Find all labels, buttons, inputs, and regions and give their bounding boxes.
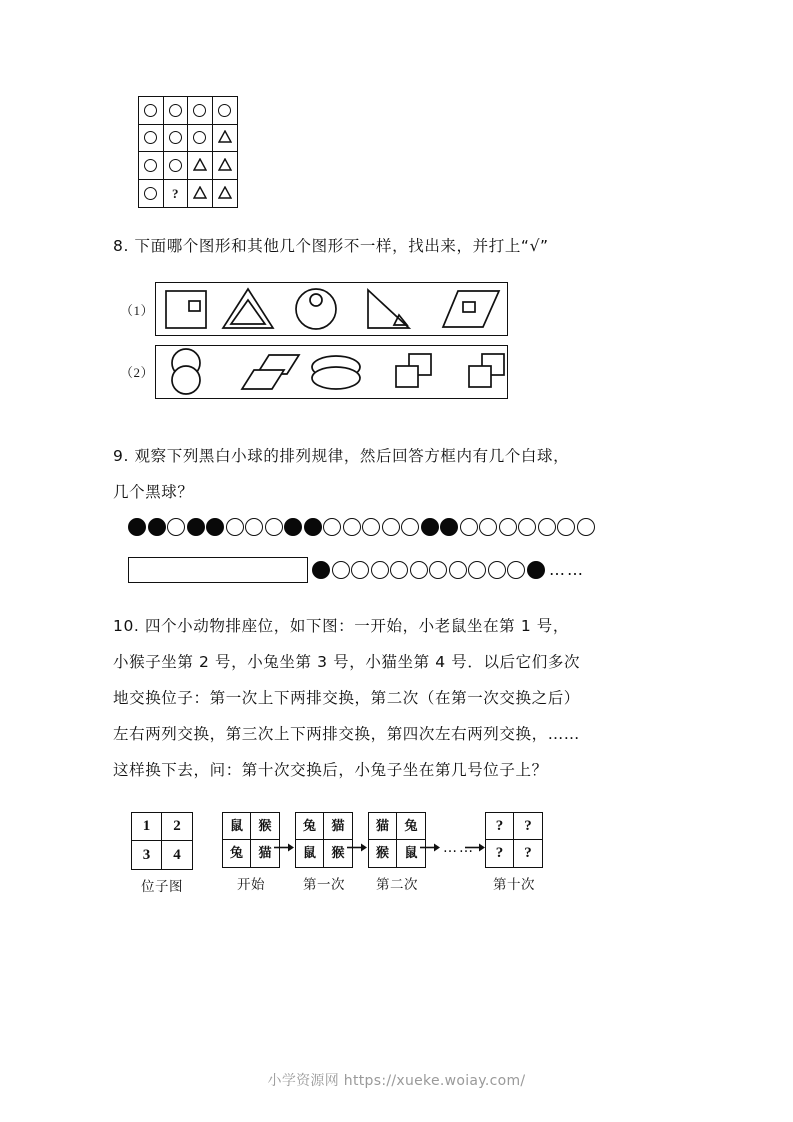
q9-row1-white-ball: [343, 518, 361, 536]
q8-number: 8.: [113, 237, 129, 255]
arrow-right-icon-4: [465, 843, 485, 852]
q7-cell-r2-c2: [164, 125, 189, 153]
q8-row1-label: （1）: [120, 303, 155, 318]
q7-cell-r3-c3: [188, 152, 213, 180]
q7-cell-r1-c1: [139, 97, 164, 125]
arrow-right-icon-3: [420, 843, 440, 852]
seat-cell-4: 4: [173, 846, 181, 863]
q9-row1-white-ball: [401, 518, 419, 536]
q10-question-line1: [113, 608, 569, 644]
q7-cell-r2-c4: [213, 125, 238, 153]
seat-cell-4: 鼠: [404, 846, 418, 861]
q9-row1-white-ball: [479, 518, 497, 536]
seat-cell-2: 猫: [324, 813, 352, 840]
q9-row2-black-ball: [527, 561, 545, 579]
q9-number: 9.: [113, 447, 129, 465]
seat-cell-3: 鼠: [296, 840, 324, 867]
seat-grid: [485, 812, 543, 868]
q7-unknown-mark: ?: [172, 185, 179, 201]
q9-question-line2: 几个黑球？: [113, 483, 194, 501]
q9-row1-white-ball: [167, 518, 185, 536]
seat-cell-3[interactable]: ?: [486, 840, 514, 867]
q9-row1-black-ball: [440, 518, 458, 536]
q9-row2-white-ball: [449, 561, 467, 579]
q7-cell-r4-c4: [213, 180, 238, 208]
q9-row1-white-ball: [245, 518, 263, 536]
q7-cell-r4-c1: [139, 180, 164, 208]
circle-icon: [218, 104, 231, 117]
circle-icon: [169, 159, 182, 172]
q7-cell-r4-c3: [188, 180, 213, 208]
seat-cell-2[interactable]: ?: [514, 813, 542, 840]
q9-row2-white-ball: [507, 561, 525, 579]
q9-answer-box[interactable]: [128, 557, 308, 583]
q8-row2-shapes: [156, 346, 507, 398]
q9-row2-white-ball: [429, 561, 447, 579]
q10-diagram-start: [222, 812, 280, 893]
q8-row1-shape-box[interactable]: [155, 282, 508, 336]
q9-row1-white-ball: [265, 518, 283, 536]
q7-cell-r1-c2: [164, 97, 189, 125]
q9-ellipsis: ……: [549, 560, 585, 579]
q10-diagram-seat-map: [131, 812, 193, 895]
triangle-icon: [193, 156, 207, 175]
q9-row2-white-ball: [410, 561, 428, 579]
q10-middle-ellipsis: ……: [443, 840, 475, 856]
q9-row1-white-ball: [577, 518, 595, 536]
q7-cell-r2-c3: [188, 125, 213, 153]
q9-row2-white-ball: [351, 561, 369, 579]
q10-diagram-swap-10[interactable]: [485, 812, 543, 893]
q8-row2-shape-box[interactable]: [155, 345, 508, 399]
circle-icon: [144, 104, 157, 117]
q7-cell-r3-c2: [164, 152, 189, 180]
q10-text-line1: 四个小动物排座位，如下图：一开始，小老鼠坐在第 1 号，: [144, 617, 570, 635]
q7-cell-r3-c1: [139, 152, 164, 180]
seat-cell-3: 猴: [369, 840, 397, 867]
seat-cell-1: 鼠: [223, 813, 251, 840]
q9-row1-black-ball: [128, 518, 146, 536]
q9-row1-black-ball: [187, 518, 205, 536]
q7-cell-r1-c3: [188, 97, 213, 125]
seat-cell-2: 猴: [251, 813, 279, 840]
q9-row1-white-ball: [362, 518, 380, 536]
seat-cell-4: 猴: [331, 846, 345, 861]
q9-row1-black-ball: [421, 518, 439, 536]
seat-grid: [222, 812, 280, 868]
seat-grid: [131, 812, 193, 870]
seat-cell-2: 兔: [397, 813, 425, 840]
q8-row2-label: （2）: [120, 365, 155, 380]
q8-row1-shapes: [156, 283, 507, 335]
q9-row1-white-ball: [460, 518, 478, 536]
circle-icon: [144, 159, 157, 172]
q10-text-line4: 左右两列交换，第三次上下两排交换，第四次左右两列交换，……: [113, 725, 580, 743]
seat-cell-4[interactable]: ?: [524, 845, 532, 861]
q9-row1-white-ball: [323, 518, 341, 536]
circle-icon: [169, 104, 182, 117]
seat-cell-1: 兔: [296, 813, 324, 840]
arrow-right-icon-1: [274, 843, 294, 852]
q9-row1-black-ball: [284, 518, 302, 536]
q10-text-line5: 这样换下去，问：第十次交换后，小兔子坐在第几号位子上？: [113, 761, 548, 779]
seat-caption: 第二次: [376, 877, 418, 893]
q9-row1-white-ball: [518, 518, 536, 536]
q9-row1-white-ball: [557, 518, 575, 536]
circle-icon: [193, 104, 206, 117]
q7-pattern-grid: [138, 96, 238, 208]
seat-caption: 第一次: [303, 877, 345, 893]
seat-cell-3: 兔: [223, 840, 251, 867]
q7-cell-r1-c4: [213, 97, 238, 125]
q10-text-line2: 小猴子坐第 2 号，小兔坐第 3 号，小猫坐第 4 号．以后它们多次: [113, 653, 581, 671]
triangle-icon: [193, 184, 207, 203]
q10-diagram-swap-2: [368, 812, 426, 893]
q9-row1-white-ball: [499, 518, 517, 536]
circle-icon: [144, 131, 157, 144]
q9-question-line1: [113, 438, 569, 474]
q9-ball-row-1: [128, 518, 596, 536]
q9-text-line1: 观察下列黑白小球的排列规律，然后回答方框内有几个白球，: [134, 447, 570, 465]
q8-text: 下面哪个图形和其他几个图形不一样，找出来，并打上“√”: [134, 237, 549, 255]
q9-row1-white-ball: [226, 518, 244, 536]
q10-diagram-swap-1: [295, 812, 353, 893]
q8-question-text: [113, 228, 549, 264]
circle-icon: [193, 131, 206, 144]
seat-caption: 开始: [237, 877, 265, 893]
q7-cell-r3-c4: [213, 152, 238, 180]
q9-row2-white-ball: [390, 561, 408, 579]
q7-cell-r4-c2[interactable]: [164, 180, 189, 208]
q9-row2-white-ball: [371, 561, 389, 579]
seat-cell-4: 猫: [258, 846, 272, 861]
triangle-icon: [218, 156, 232, 175]
q9-row2-white-ball: [488, 561, 506, 579]
q9-ball-row-2: [312, 561, 585, 579]
triangle-icon: [218, 128, 232, 147]
seat-caption: 位子图: [141, 879, 183, 895]
seat-cell-3: 3: [132, 841, 162, 869]
seat-cell-2: 2: [162, 813, 192, 841]
q9-row2-white-ball: [468, 561, 486, 579]
seat-cell-1: 1: [132, 813, 162, 841]
circle-icon: [169, 131, 182, 144]
seat-caption: 第十次: [493, 877, 535, 893]
q9-row1-black-ball: [148, 518, 166, 536]
q10-text-line3: 地交换位子：第一次上下两排交换，第二次（在第一次交换之后）: [113, 689, 580, 707]
arrow-right-icon-2: [347, 843, 367, 852]
q7-cell-r2-c1: [139, 125, 164, 153]
q9-row1-white-ball: [382, 518, 400, 536]
seat-grid: [368, 812, 426, 868]
triangle-icon: [218, 184, 232, 203]
q10-number: 10.: [113, 617, 140, 635]
seat-cell-1: 猫: [369, 813, 397, 840]
circle-icon: [144, 187, 157, 200]
q9-row1-black-ball: [304, 518, 322, 536]
seat-grid: [295, 812, 353, 868]
q9-row1-white-ball: [538, 518, 556, 536]
q9-row2-white-ball: [332, 561, 350, 579]
footer-watermark: 小学资源网 https://xueke.woiay.com/: [267, 1073, 526, 1089]
seat-cell-1[interactable]: ?: [486, 813, 514, 840]
q9-row2-black-ball: [312, 561, 330, 579]
q9-row1-black-ball: [206, 518, 224, 536]
